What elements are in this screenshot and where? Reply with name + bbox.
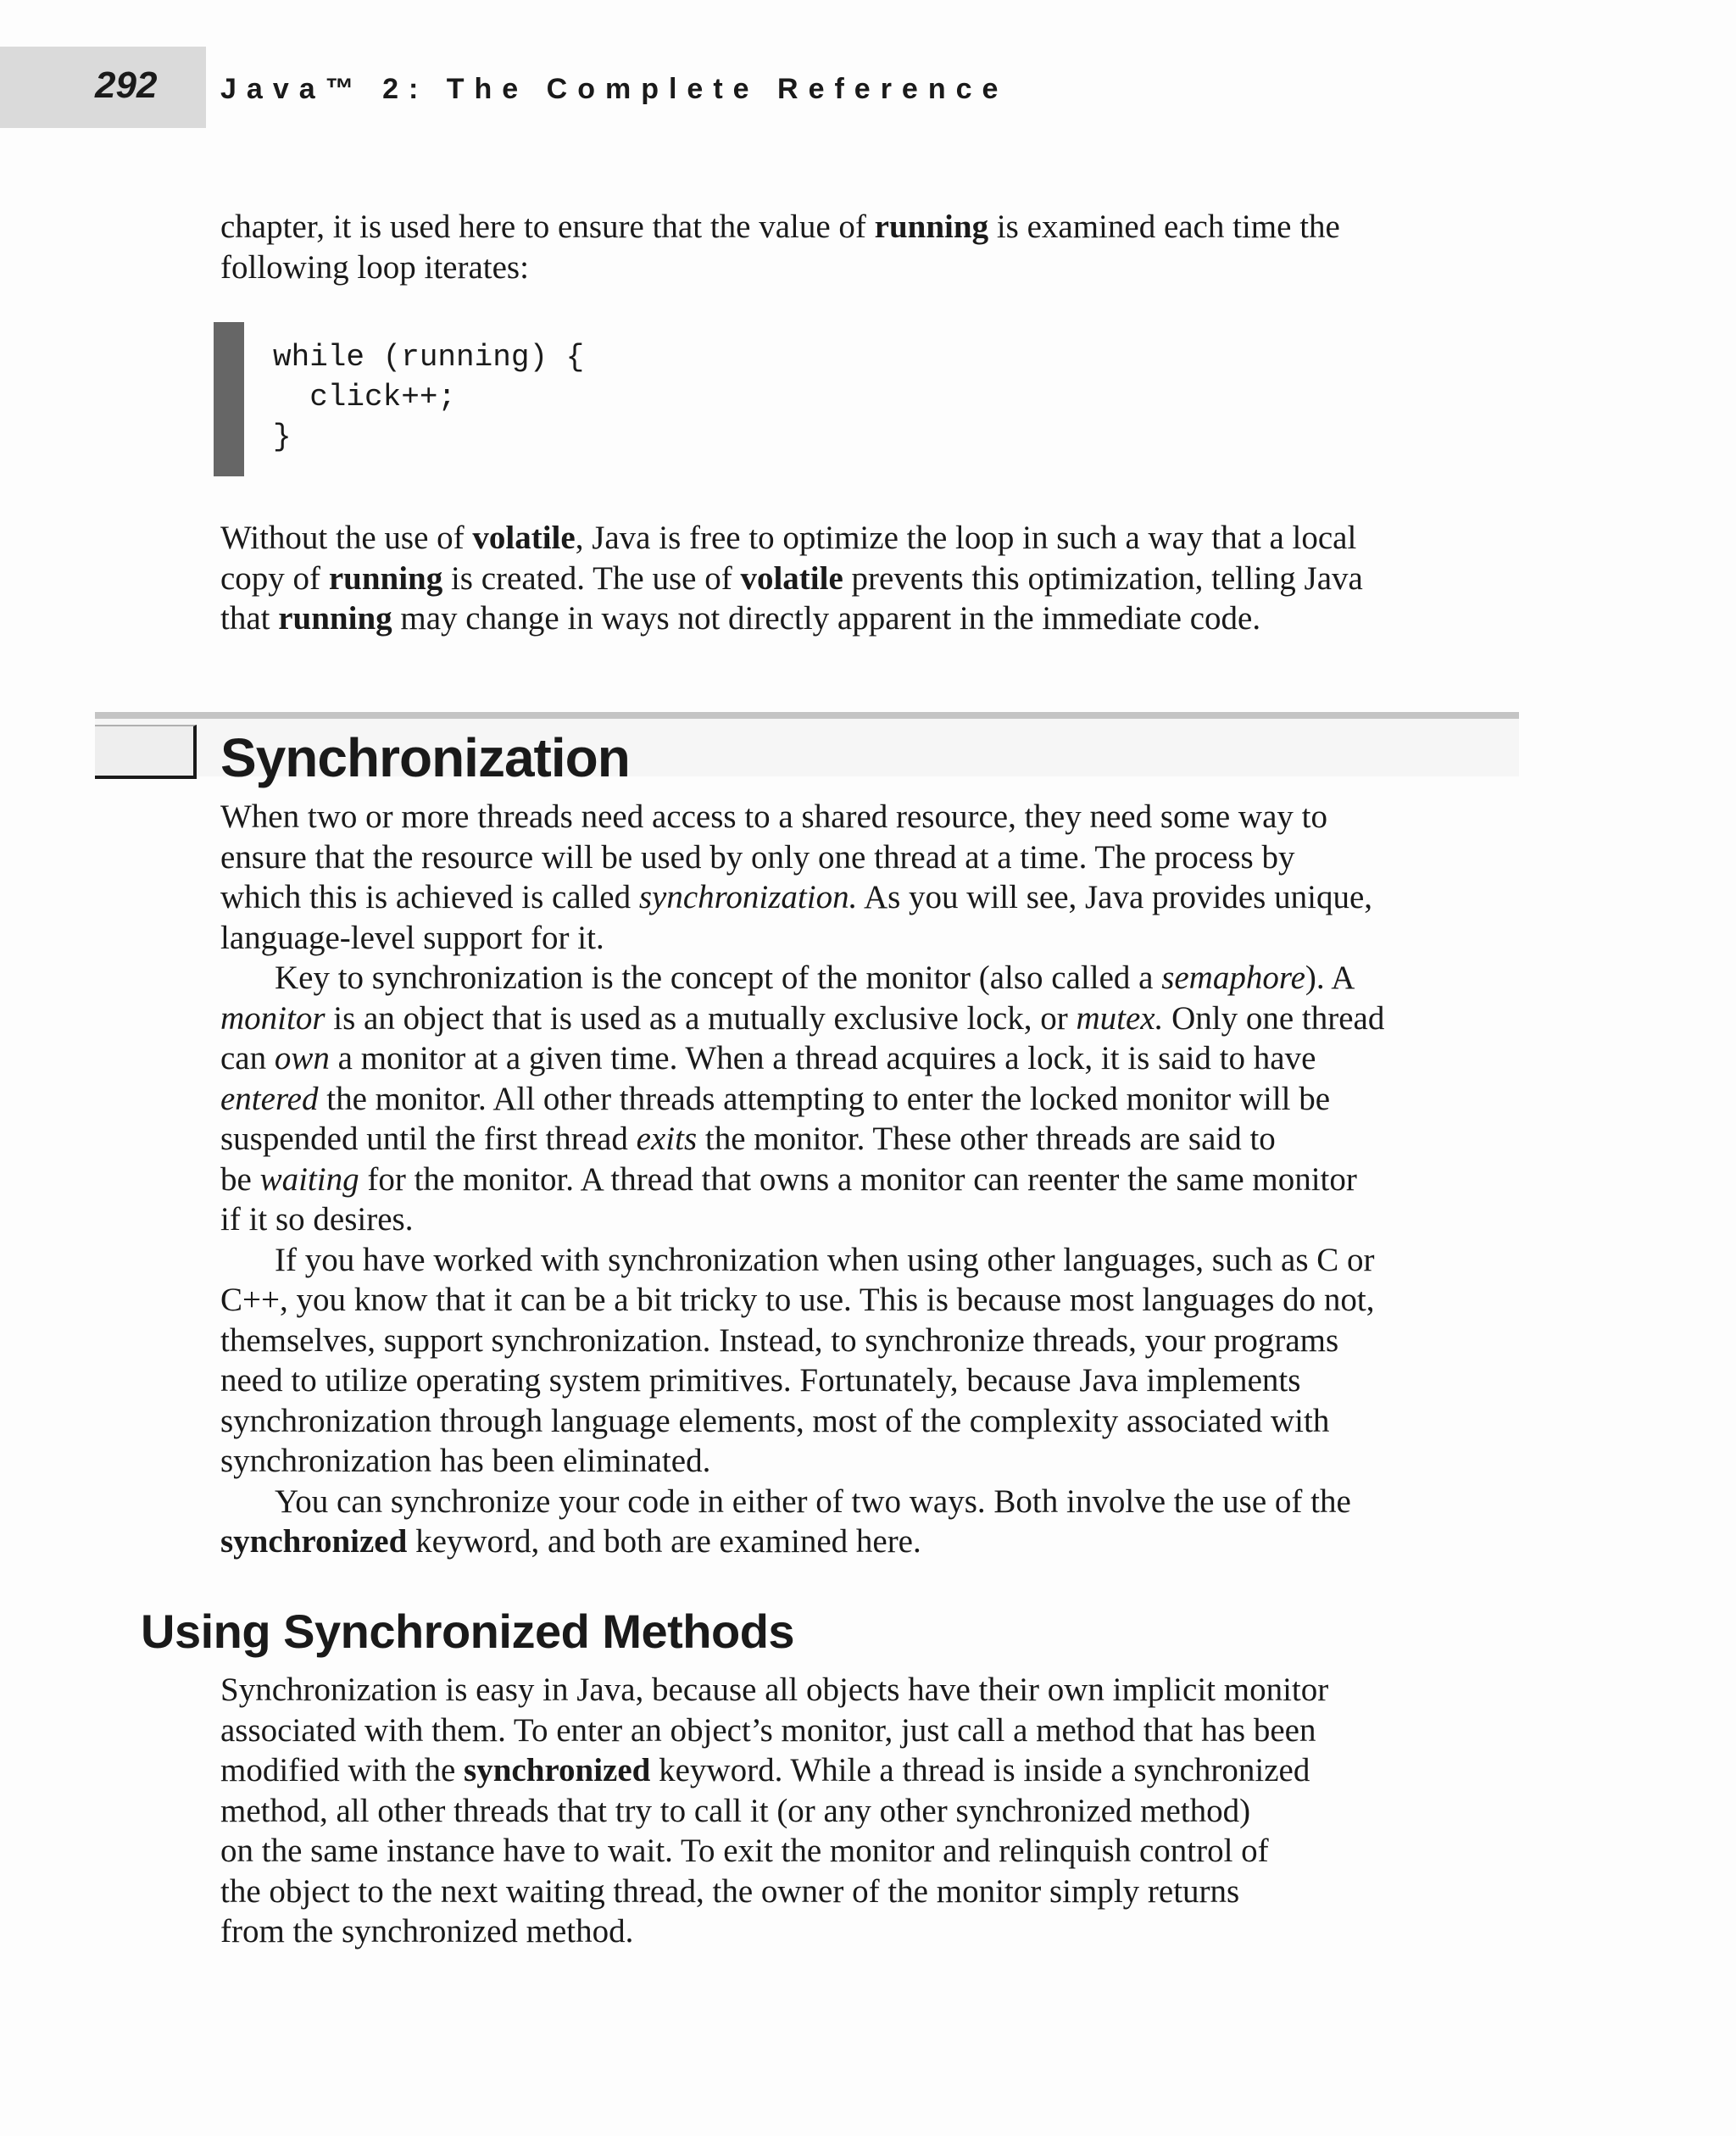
- section-rule: [95, 712, 1519, 719]
- code-listing: [273, 337, 584, 457]
- intro-paragraph: [220, 207, 1526, 287]
- page-number: 292: [95, 64, 158, 106]
- text-line: Synchronization is easy in Java, because all objects have their own implicit monitor: [220, 1672, 1329, 1708]
- text-line: When two or more threads need access to a shared resource, they need some way to: [220, 798, 1327, 835]
- text-line: following loop iterates:: [220, 248, 529, 286]
- text-line: the object to the next waiting thread, the owner of the monitor simply returns: [220, 1872, 1240, 1910]
- text-line: synchronization through language elements, most of the complexity associated with: [220, 1402, 1330, 1439]
- subsection-title: Using Synchronized Methods: [141, 1605, 795, 1658]
- text-line: Key to synchronization is the concept of the monitor (also called a semaphore). A: [275, 960, 1355, 996]
- text-line: can own a monitor at a given time. When a thread acquires a lock, it is said to have: [220, 1040, 1316, 1076]
- text-line: copy of running is created. The use of volatile prevents this optimization, telling Java: [220, 559, 1363, 597]
- subsection-body: [220, 1670, 1526, 1952]
- text-line: method, all other threads that try to call it (or any other synchronized method): [220, 1792, 1251, 1829]
- volatile-paragraph: [220, 518, 1526, 639]
- text-line: modified with the synchronized keyword. While a thread is inside a synchronized: [220, 1752, 1310, 1788]
- text-line: which this is achieved is called synchronization. As you will see, Java provides unique,: [220, 879, 1373, 915]
- text-line: on the same instance have to wait. To exit the monitor and relinquish control of: [220, 1833, 1269, 1869]
- running-head: Java™ 2: The Complete Reference: [220, 73, 1009, 105]
- text-line: associated with them. To enter an object’s monitor, just call a method that has been: [220, 1711, 1316, 1749]
- text-line: If you have worked with synchronization when using other languages, such as C or: [275, 1241, 1375, 1278]
- section-title: Synchronization: [220, 727, 630, 788]
- text-line: synchronization has been eliminated.: [220, 1443, 711, 1479]
- text-line: ensure that the resource will be used by only one thread at a time. The process by: [220, 838, 1295, 876]
- text-line: suspended until the first thread exits the monitor. These other threads are said to: [220, 1121, 1276, 1157]
- text-line: if it so desires.: [220, 1201, 414, 1238]
- text-line: from the synchronized method.: [220, 1913, 634, 1950]
- text-line: themselves, support synchronization. Instead, to synchronize threads, your programs: [220, 1321, 1339, 1359]
- text-line: need to utilize operating system primitives. Fortunately, because Java implements: [220, 1362, 1301, 1399]
- code-line: click++;: [273, 380, 457, 414]
- text-line: Without the use of volatile, Java is free to optimize the loop in such a way that a local: [220, 520, 1357, 556]
- text-line: synchronized keyword, and both are examined here.: [220, 1523, 921, 1560]
- text-line: C++, you know that it can be a bit tricky to use. This is because most languages do not,: [220, 1282, 1375, 1318]
- text-line: be waiting for the monitor. A thread that owns a monitor can reenter the same monitor: [220, 1160, 1357, 1198]
- text-line: monitor is an object that is used as a mutually exclusive lock, or mutex. Only one thread: [220, 999, 1385, 1037]
- code-line: }: [273, 420, 292, 454]
- text-line: chapter, it is used here to ensure that the value of running is examined each time the: [220, 209, 1340, 245]
- text-line: that running may change in ways not directly apparent in the immediate code.: [220, 600, 1261, 637]
- code-line: while (running) {: [273, 340, 585, 375]
- code-listing-bar: [214, 322, 244, 476]
- text-line: entered the monitor. All other threads attempting to enter the locked monitor will be: [220, 1080, 1331, 1117]
- section-marker-box: [95, 725, 197, 779]
- text-line: language-level support for it.: [220, 919, 604, 956]
- text-line: You can synchronize your code in either of two ways. Both involve the use of the: [275, 1482, 1351, 1520]
- section-body: [220, 797, 1526, 1562]
